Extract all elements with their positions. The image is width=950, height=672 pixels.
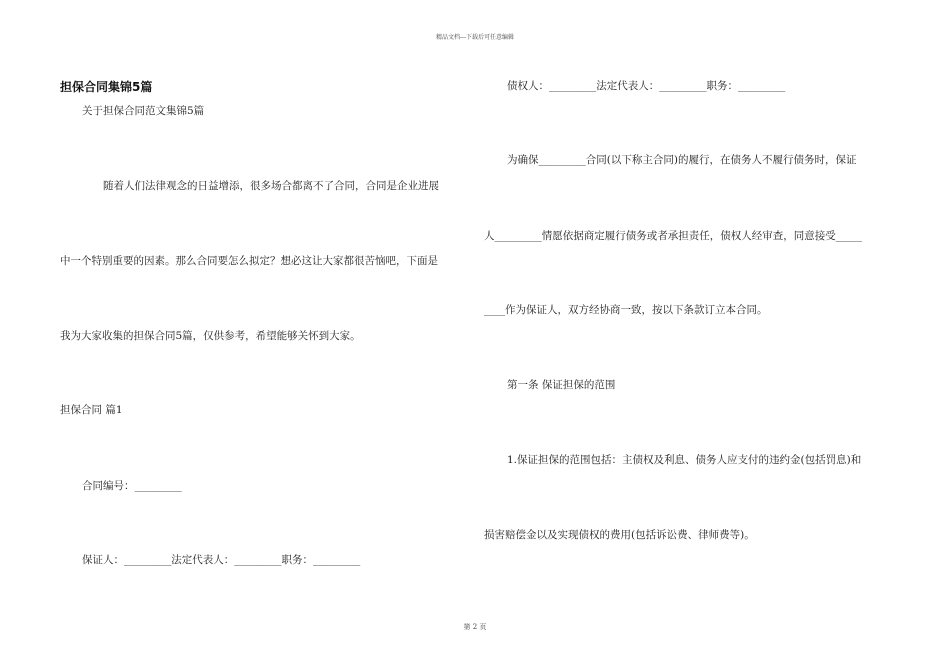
article-1-text-line-1: 1.保证担保的范围包括：主债权及利息、债务人应支付的违约金(包括罚息)和 xyxy=(507,454,862,466)
intro-line-1: 随着人们法律观念的日益增添，很多场合都离不了合同，合同是企业进展 xyxy=(103,180,439,192)
clause-paragraph-line-1: 为确保_________合同(以下称主合同)的履行，在债务人不履行债务时，保证 xyxy=(507,154,857,166)
section-heading: 担保合同 篇1 xyxy=(60,404,123,416)
creditor-line: 债权人：_________法定代表人：_________职务：_________ xyxy=(507,80,786,92)
intro-line-3: 我为大家收集的担保合同5篇，仅供参考，希望能够关怀到大家。 xyxy=(60,330,361,342)
document-title: 担保合同集锦5篇 xyxy=(60,80,153,94)
contract-number-line: 合同编号：_________ xyxy=(82,480,182,492)
page-header: 精品文档---下载后可任意编辑 xyxy=(435,34,515,41)
page-footer: 第 2 页 xyxy=(463,623,487,631)
document-subtitle: 关于担保合同范文集锦5篇 xyxy=(82,105,205,117)
guarantor-line: 保证人：_________法定代表人：_________职务：_________ xyxy=(82,554,361,566)
intro-line-2: 中一个特别重要的因素。那么合同要怎么拟定？想必这让大家都很苦恼吧，下面是 xyxy=(60,255,438,267)
article-1-heading: 第一条 保证担保的范围 xyxy=(507,379,616,391)
clause-paragraph-line-2: 人_________情愿依据商定履行债务或者承担责任，债权人经审查，同意接受_____ xyxy=(484,230,862,242)
clause-paragraph-line-3: ____作为保证人，双方经协商一致，按以下条款订立本合同。 xyxy=(484,304,768,316)
article-1-text-line-2: 损害赔偿金以及实现债权的费用(包括诉讼费、律师费等)。 xyxy=(484,529,755,541)
